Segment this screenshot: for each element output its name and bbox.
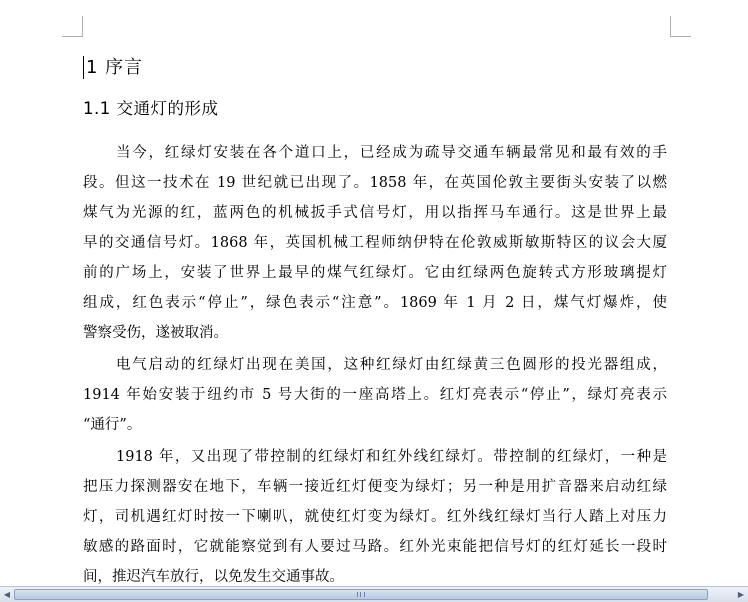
text-line: 当今，红绿灯安装在各个道口上，已经成为疏导交通车辆最常见和最有效的手 bbox=[116, 145, 667, 161]
arrow-left-icon[interactable]: ◀ bbox=[3, 590, 11, 599]
arrow-right-icon[interactable]: ▶ bbox=[737, 590, 745, 599]
grip-icon bbox=[357, 592, 365, 597]
text-line: 电气启动的红绿灯出现在美国，这种红绿灯由红绿黄三色圆形的投光器组成， bbox=[116, 357, 667, 373]
text-line: 段。但这一技术在 19 世纪就已出现了。1858 年，在英国伦敦主要街头安装了以燃 bbox=[83, 175, 667, 191]
text-line: 把压力探测器安在地下，车辆一接近红灯便变为绿灯；另一种是用扩音器来启动红绿 bbox=[83, 479, 667, 495]
text-line: 前的广场上，安装了世界上最早的煤气红绿灯。它由红绿两色旋转式方形玻璃提灯 bbox=[83, 265, 667, 281]
text-line: 煤气为光源的红，蓝两色的机械扳手式信号灯，用以指挥马车通行。这是世界上最 bbox=[83, 205, 667, 221]
scrollbar-thumb[interactable] bbox=[14, 589, 708, 600]
text-line: “通行”。 bbox=[83, 417, 142, 433]
paragraph-3[interactable] bbox=[83, 442, 667, 586]
top-left-margin-mark bbox=[62, 16, 83, 37]
text-cursor bbox=[83, 56, 84, 79]
text-line: 灯，司机遇红灯时按一下喇叭，就使红灯变为绿灯。红外线红绿灯当行人踏上对压力 bbox=[83, 509, 667, 525]
paragraph-2[interactable] bbox=[83, 350, 667, 440]
horizontal-scrollbar[interactable] bbox=[0, 586, 748, 602]
text-line: 组成，红色表示“停止”，绿色表示“注意”。1869 年 1 月 2 日，煤气灯爆炸，使 bbox=[83, 295, 667, 311]
text-line: 1914 年始安装于纽约市 5 号大街的一座高塔上。红灯亮表示“停止”，绿灯亮表示 bbox=[83, 387, 667, 403]
top-right-margin-mark bbox=[670, 16, 691, 37]
heading-2[interactable]: 1.1 交通灯的形成 bbox=[83, 99, 219, 118]
text-line: 敏感的路面时，它就能察觉到有人要过马路。红外光束能把信号灯的红灯延长一段时 bbox=[83, 539, 667, 555]
text-line: 警察受伤，遂被取消。 bbox=[83, 325, 228, 341]
heading-1[interactable]: 1 序言 bbox=[86, 57, 144, 78]
text-line: 早的交通信号灯。1868 年，英国机械工程师纳伊特在伦敦威斯敏斯特区的议会大厦 bbox=[83, 235, 667, 251]
text-line: 1918 年，又出现了带控制的红绿灯和红外线红绿灯。带控制的红绿灯，一种是 bbox=[116, 449, 667, 465]
text-line: 间，推迟汽车放行，以免发生交通事故。 bbox=[83, 569, 344, 585]
paragraph-1[interactable] bbox=[83, 138, 667, 348]
